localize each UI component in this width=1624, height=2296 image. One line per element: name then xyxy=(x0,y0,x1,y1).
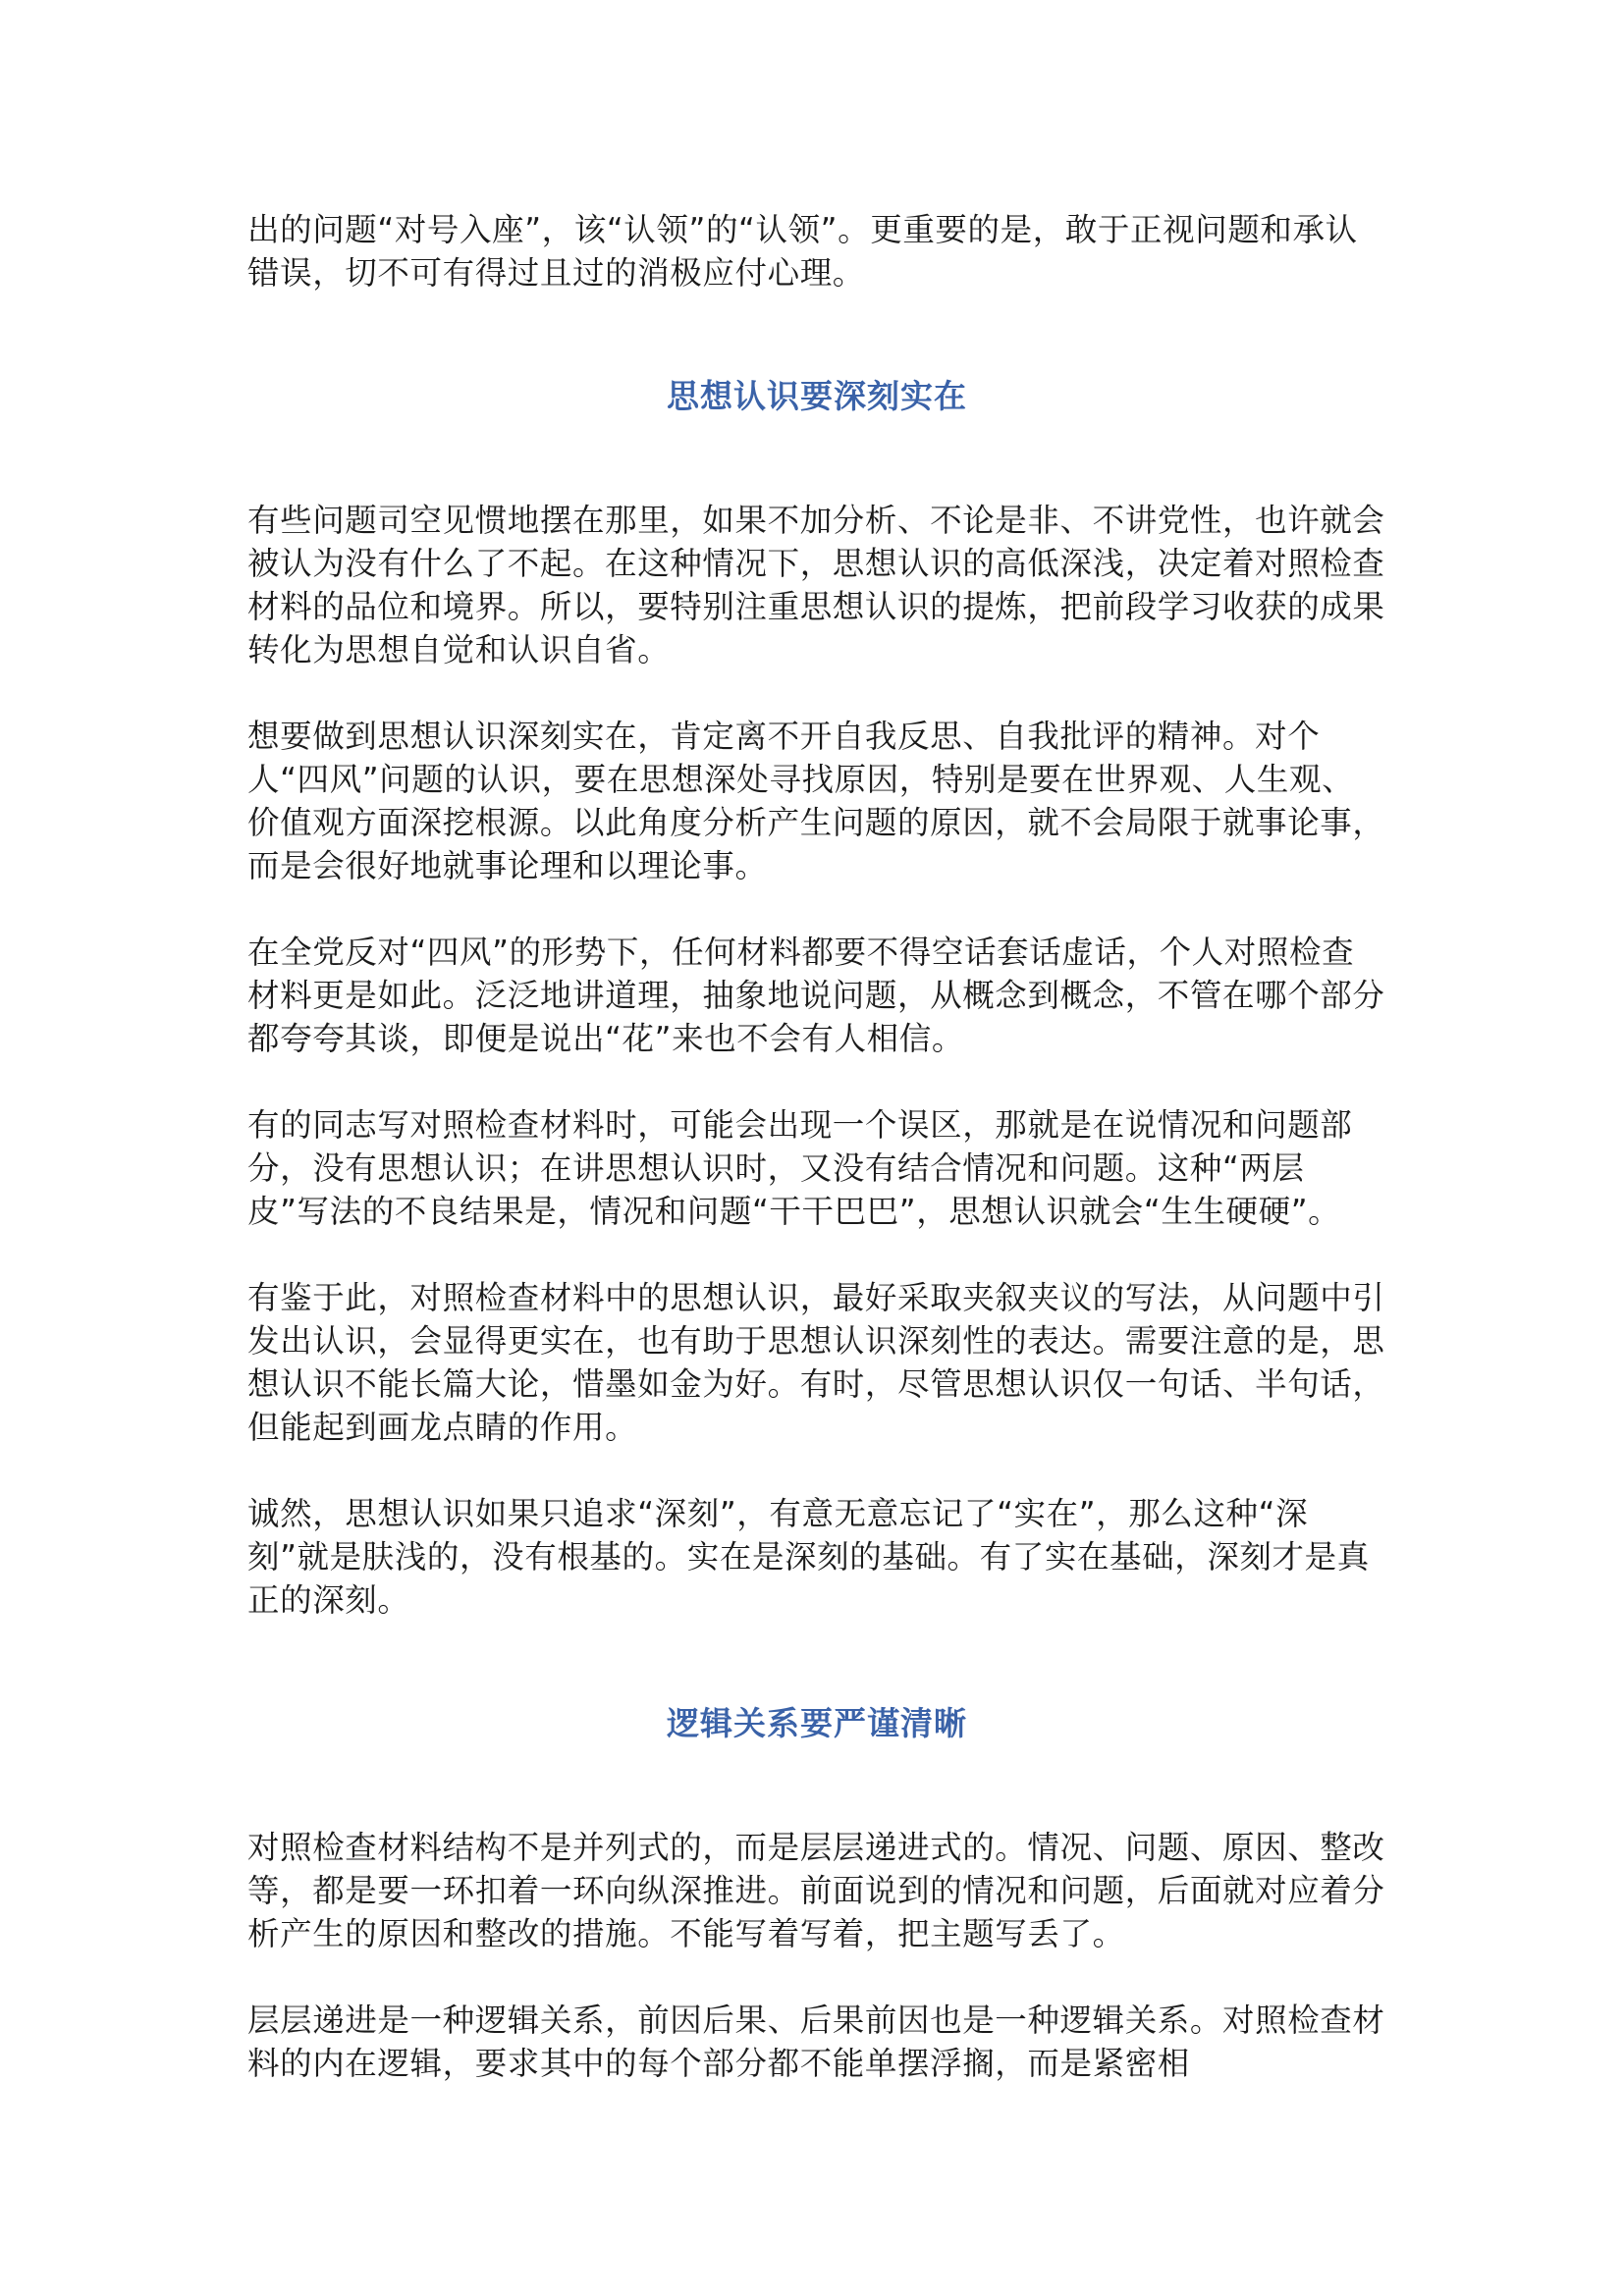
section-heading: 思想认识要深刻实在 xyxy=(667,377,967,415)
body-paragraph: 想要做到思想认识深刻实在，肯定离不开自我反思、自我批评的精神。对个人“四风”问题的认识，要在思想深处寻找原因，特别是要在世界观、人生观、价值观方面深挖根源。以此角度分析产生问题的原因，就不会局限于就事论事，而是会很好地就事论理和以理论事。 xyxy=(247,718,1385,884)
body-paragraph: 层层递进是一种逻辑关系，前因后果、后果前因也是一种逻辑关系。对照检查材料的内在逻辑，要求其中的每个部分都不能单摆浮搁，而是紧密相 xyxy=(247,2002,1385,2082)
body-paragraph: 有些问题司空见惯地摆在那里，如果不加分析、不论是非、不讲党性，也许就会被认为没有什么了不起。在这种情况下，思想认识的高低深浅，决定着对照检查材料的品位和境界。所以，要特别注重思想认识的提炼，把前段学习收获的成果转化为思想自觉和认识自省。 xyxy=(247,502,1385,668)
body-paragraph: 有鉴于此，对照检查材料中的思想认识，最好采取夹叙夹议的写法，从问题中引发出认识，会显得更实在，也有助于思想认识深刻性的表达。需要注意的是，思想认识不能长篇大论，惜墨如金为好。有时，尽管思想认识仅一句话、半句话，但能起到画龙点睛的作用。 xyxy=(247,1279,1385,1446)
section-heading: 逻辑关系要严谨清晰 xyxy=(667,1704,967,1742)
body-paragraph: 在全党反对“四风”的形势下，任何材料都要不得空话套话虚话，个人对照检查材料更是如此。泛泛地讲道理，抽象地说问题，从概念到概念，不管在哪个部分都夸夸其谈，即便是说出“花”来也不会有人相信。 xyxy=(247,934,1385,1057)
body-paragraph: 对照检查材料结构不是并列式的，而是层层递进式的。情况、问题、原因、整改等，都是要一环扣着一环向纵深推进。前面说到的情况和问题，后面就对应着分析产生的原因和整改的措施。不能写着写着，把主题写丢了。 xyxy=(247,1829,1385,1952)
body-paragraph: 有的同志写对照检查材料时，可能会出现一个误区，那就是在说情况和问题部分，没有思想认识；在讲思想认识时，又没有结合情况和问题。这种“两层皮”写法的不良结果是，情况和问题“干干巴巴”，思想认识就会“生生硬硬”。 xyxy=(247,1106,1353,1230)
body-paragraph: 诚然，思想认识如果只追求“深刻”，有意无意忘记了“实在”，那么这种“深刻”就是肤浅的，没有根基的。实在是深刻的基础。有了实在基础，深刻才是真正的深刻。 xyxy=(247,1495,1370,1619)
body-paragraph: 出的问题“对号入座”，该“认领”的“认领”。更重要的是，敢于正视问题和承认错误，切不可有得过且过的消极应付心理。 xyxy=(247,211,1358,292)
document-page xyxy=(247,208,1386,2085)
